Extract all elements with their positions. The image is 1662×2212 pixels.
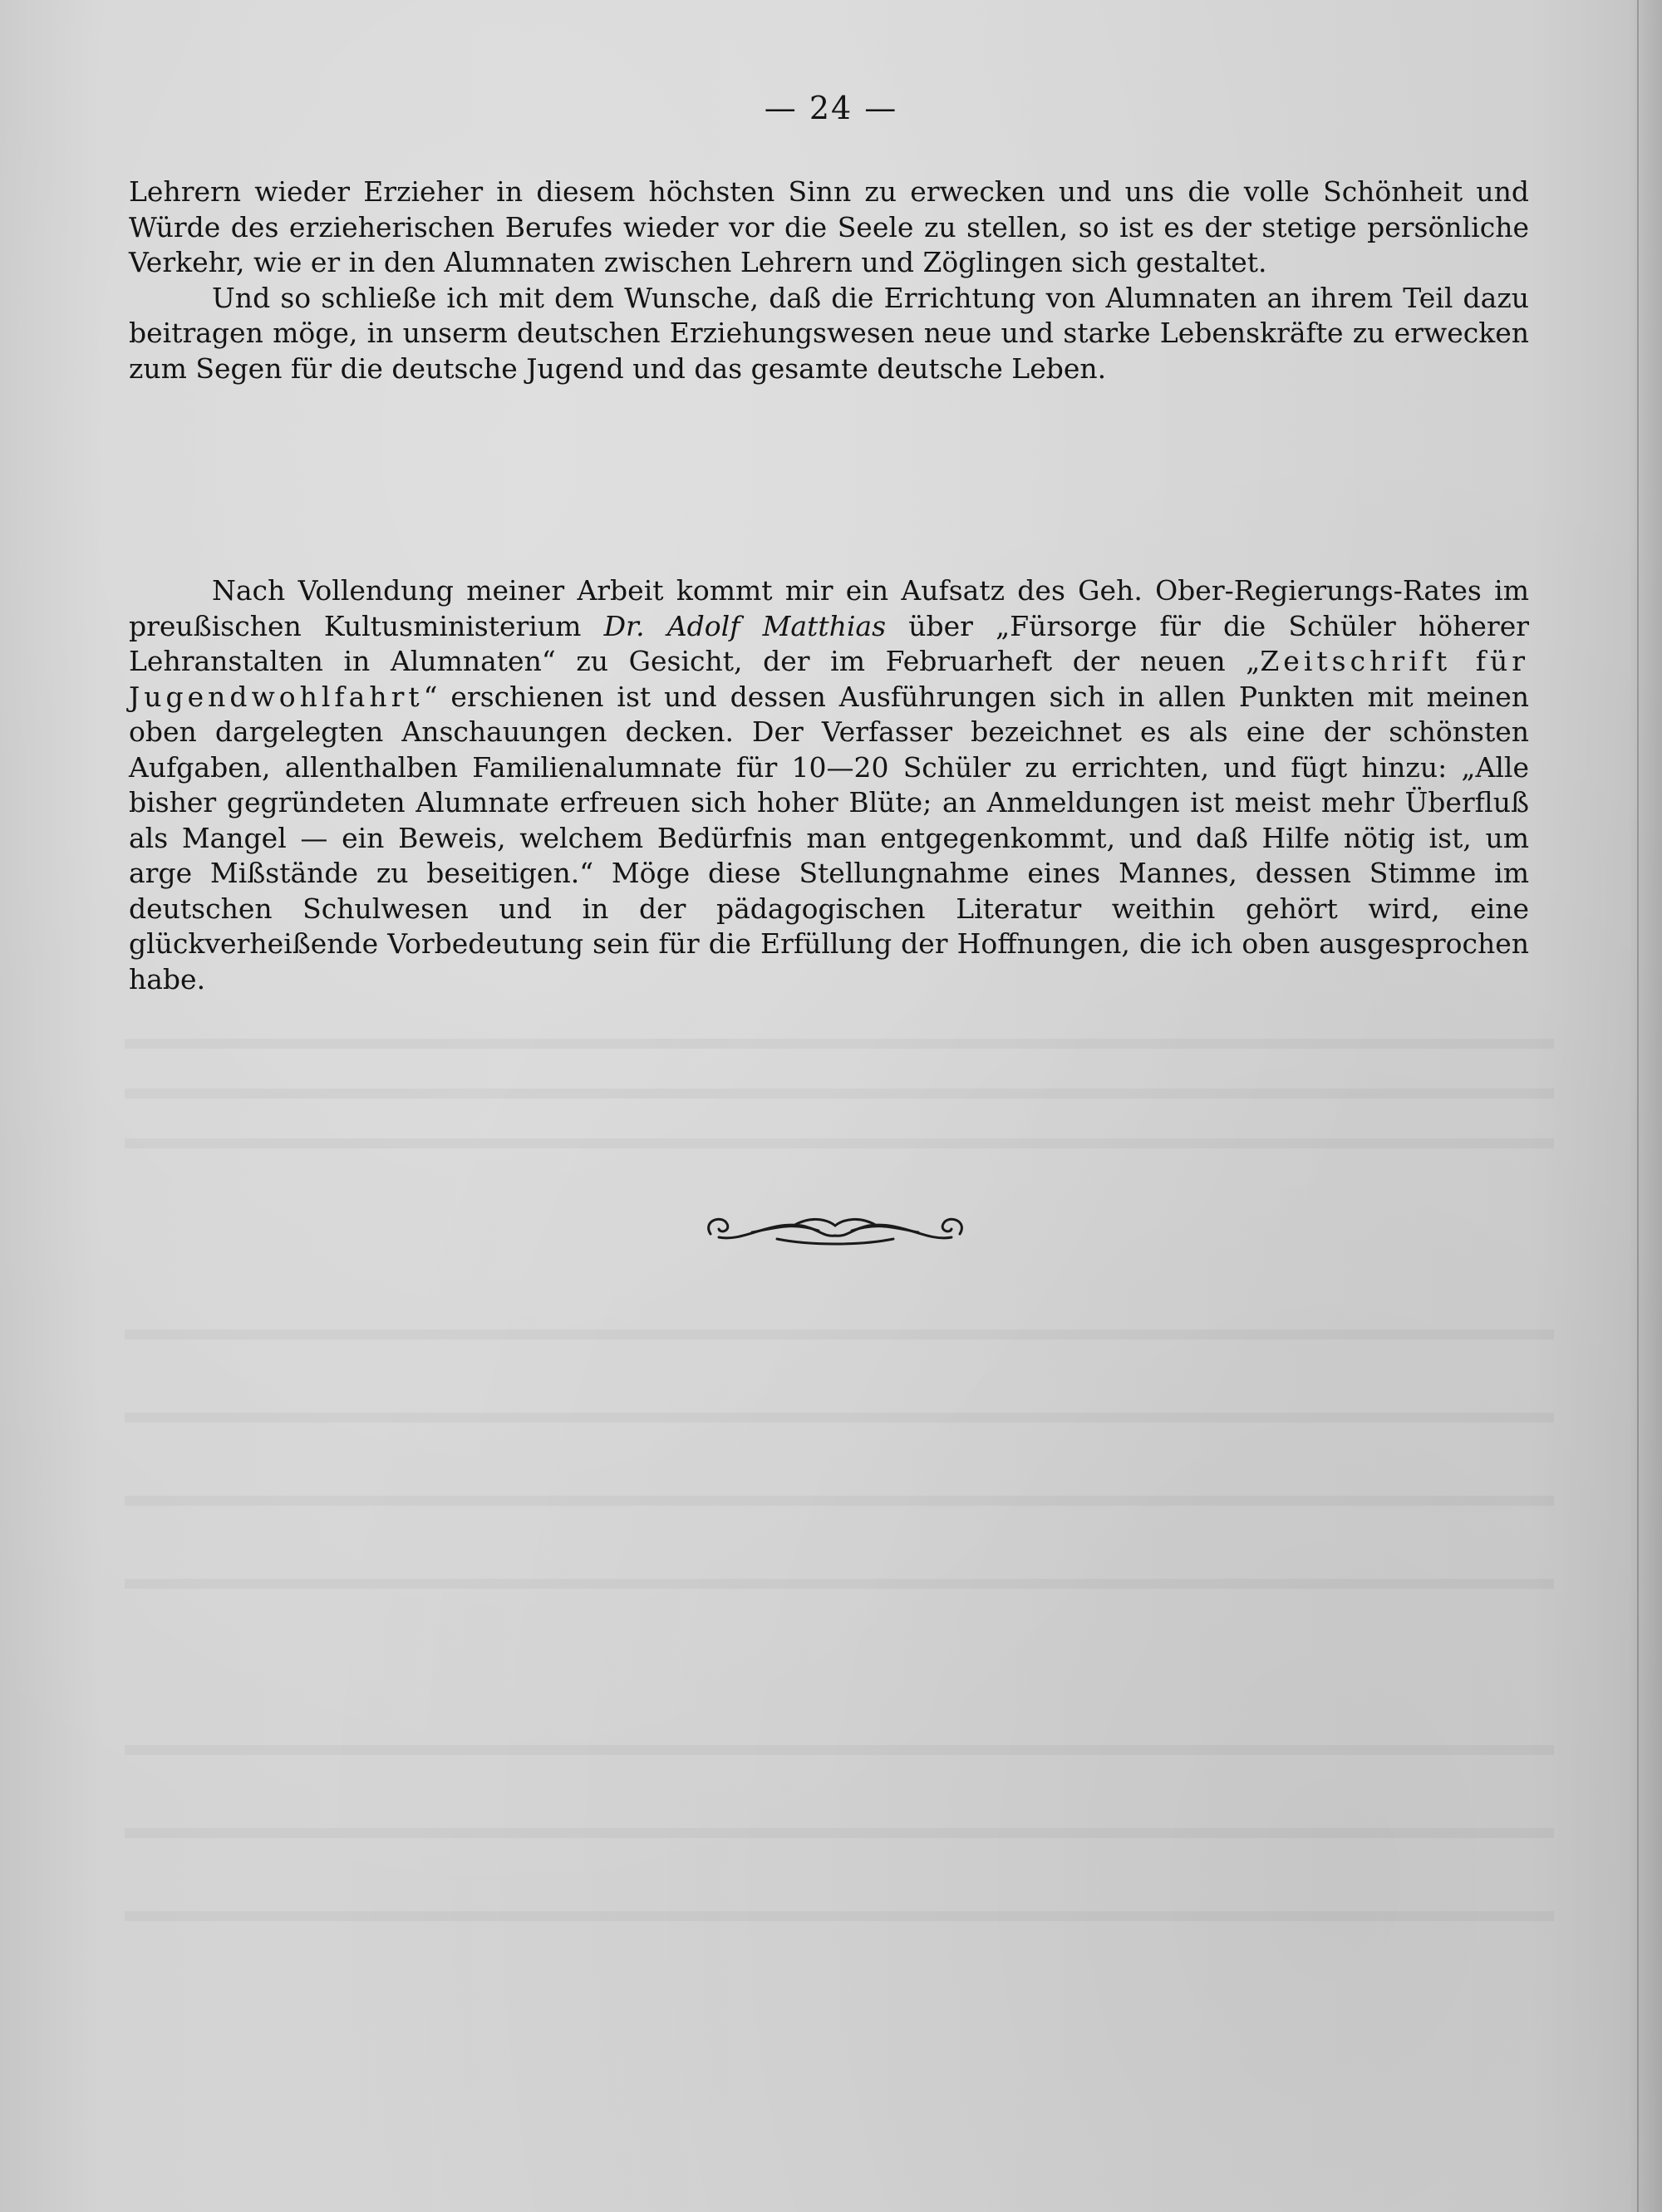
paragraph-postscript [129,573,1529,997]
show-through-line [125,1745,1554,1755]
page-number: — 24 — [764,90,898,126]
journal-title: Zeitschrift für Jugendwohlfahrt [129,645,1529,713]
show-through-line [125,1089,1554,1099]
text-block-top [129,175,1529,386]
paragraph-continuation: Lehrern wieder Erzieher in diesem höchsten Sinn zu erwecken und uns die volle Schönheit und Würde des erzieherischen Berufes wieder vor die Seele zu stellen, so ist es der stetige persönliche Verkehr, wie er in den Alumnaten zwischen Lehrern und Zöglingen sich gestaltet. [129,175,1529,278]
show-through-line [125,1138,1554,1148]
paragraph-closing-wish: Und so schließe ich mit dem Wunsche, daß die Errichtung von Alumnaten an ihrem Teil dazu beitragen möge, in unserm deutschen Erziehungswesen neue und starke Lebenskräfte zu erwecken zum Segen für die deutsche Jugend und das gesamte deutsche Leben. [129,281,1529,385]
show-through-line [125,1828,1554,1838]
show-through-line [125,1039,1554,1049]
postscript-text-part-2: über „Fürsorge für die Schüler höherer Lehranstalten in Alumnaten“ zu Gesicht, der im Februarheft der neuen „ [129,609,1530,677]
page-edge-shadow [1629,0,1662,2212]
show-through-line [125,1911,1554,1921]
show-through-line [125,1330,1554,1339]
show-through-line [125,1413,1554,1423]
show-through-line [125,1579,1554,1589]
postscript-text-part-3: “ erschienen ist und dessen Ausführungen sich in allen Punkten mit meinen oben dargelegten Anschauungen decken. Der Verfasser bezeichnet es als eine der schönsten Aufgaben, allenthalben Familienalumnate für 10—20 Schüler zu errichten, und fügt hinzu: „Alle bisher gegründeten Alumnate erfreuen sich hoher Blüte; an Anmeldungen ist meist mehr Überfluß als Mangel — ein Beweis, welchem Bedürfnis man entgegenkommt, und daß Hilfe nötig ist, um arge Mißstände zu beseitigen.“ Möge diese Stellungnahme eines Mannes, dessen Stimme im deutschen Schulwesen und in der pädagogischen Literatur weithin gehört wird, eine glückverheißende Vorbedeutung sein für die Erfüllung der Hoffnungen, die ich oben ausgesprochen habe. [129,680,1529,995]
page-edge-line [1637,0,1639,2212]
author-name: Dr. Adolf Matthias [603,609,887,642]
postscript-text-part-1: Nach Vollendung meiner Arbeit kommt mir ein Aufsatz des Geh. Ober-Regierungs-Rates im preußischen Kultusministerium [129,574,1529,642]
show-through-line [125,1496,1554,1506]
scroll-flourish-icon [694,1209,976,1251]
text-block-postscript [129,573,1529,997]
